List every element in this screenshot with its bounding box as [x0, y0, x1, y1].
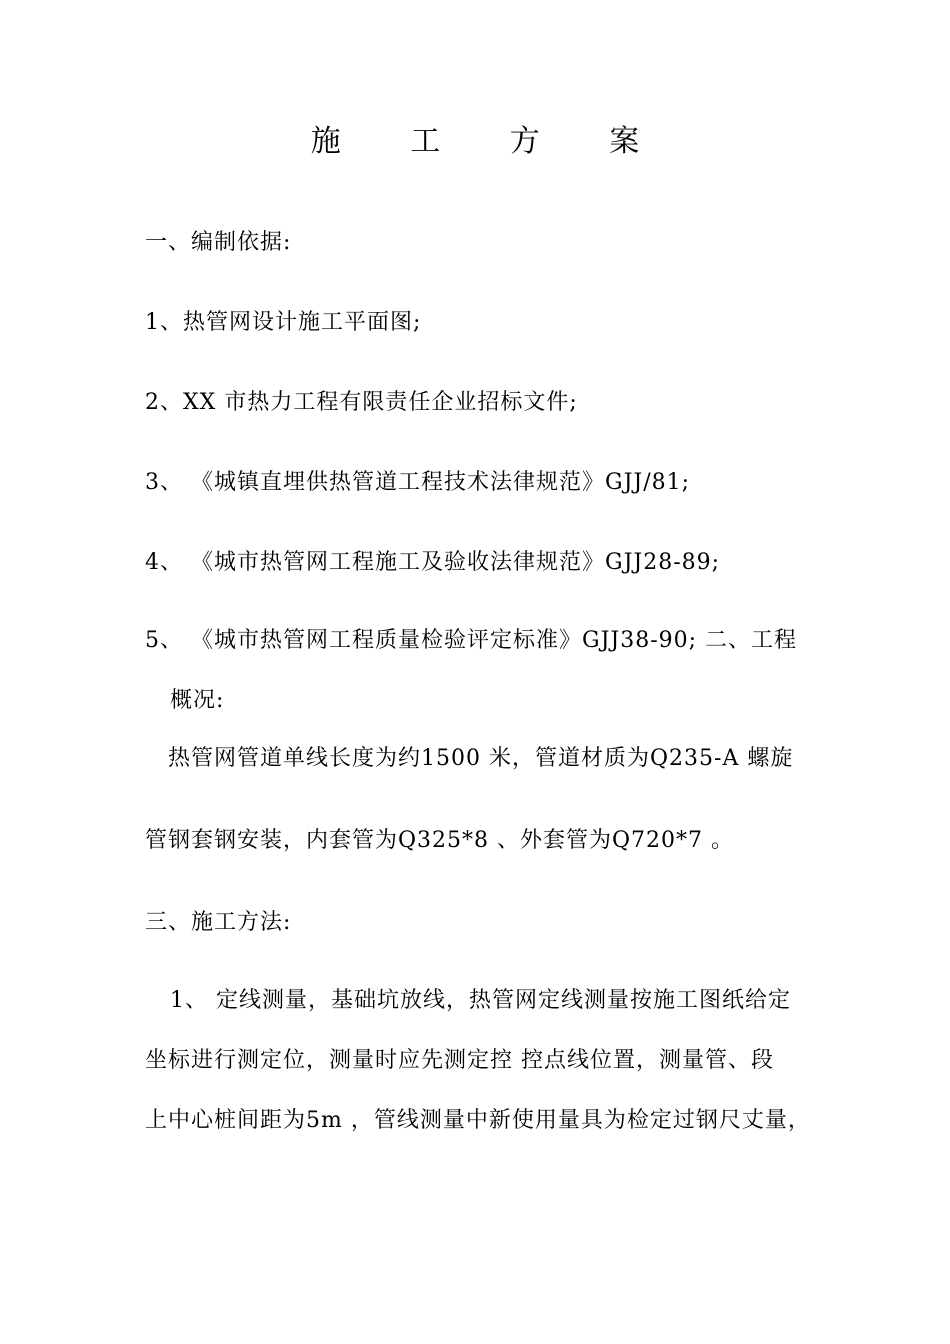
basis-item-2: 2、XX 市热力工程有限责任企业招标文件; — [145, 390, 578, 415]
overview-paragraph-line-2: 管钢套钢安装，内套管为Q325*8 、外套管为Q720*7 。 — [145, 828, 735, 853]
overview-paragraph-line-1: 热管网管道单线长度为约1500 米，管道材质为Q235-A 螺旋 — [168, 746, 794, 771]
basis-item-3: 3、 《城镇直埋供热管道工程技术法律规范》GJJ/81; — [145, 470, 691, 495]
section-heading-method: 三、施工方法: — [145, 910, 292, 935]
document-title: 施 工 方 案 — [310, 124, 670, 159]
basis-item-5: 5、 《城市热管网工程质量检验评定标准》GJJ38-90; 二、工程 — [145, 628, 798, 653]
basis-item-4: 4、 《城市热管网工程施工及验收法律规范》GJJ28-89; — [145, 550, 721, 575]
basis-item-1: 1、热管网设计施工平面图; — [145, 310, 422, 335]
overview-heading-continued: 概况: — [170, 688, 225, 713]
section-heading-basis: 一、编制依据: — [145, 230, 292, 255]
method-paragraph-line-2: 坐标进行测定位，测量时应先测定控 控点线位置，测量管、段 — [145, 1048, 774, 1073]
method-paragraph-line-1: 1、 定线测量，基础坑放线，热管网定线测量按施工图纸给定 — [170, 988, 791, 1013]
method-paragraph-line-3: 上中心桩间距为5m ，管线测量中新使用量具为检定过钢尺丈量， — [145, 1108, 811, 1133]
